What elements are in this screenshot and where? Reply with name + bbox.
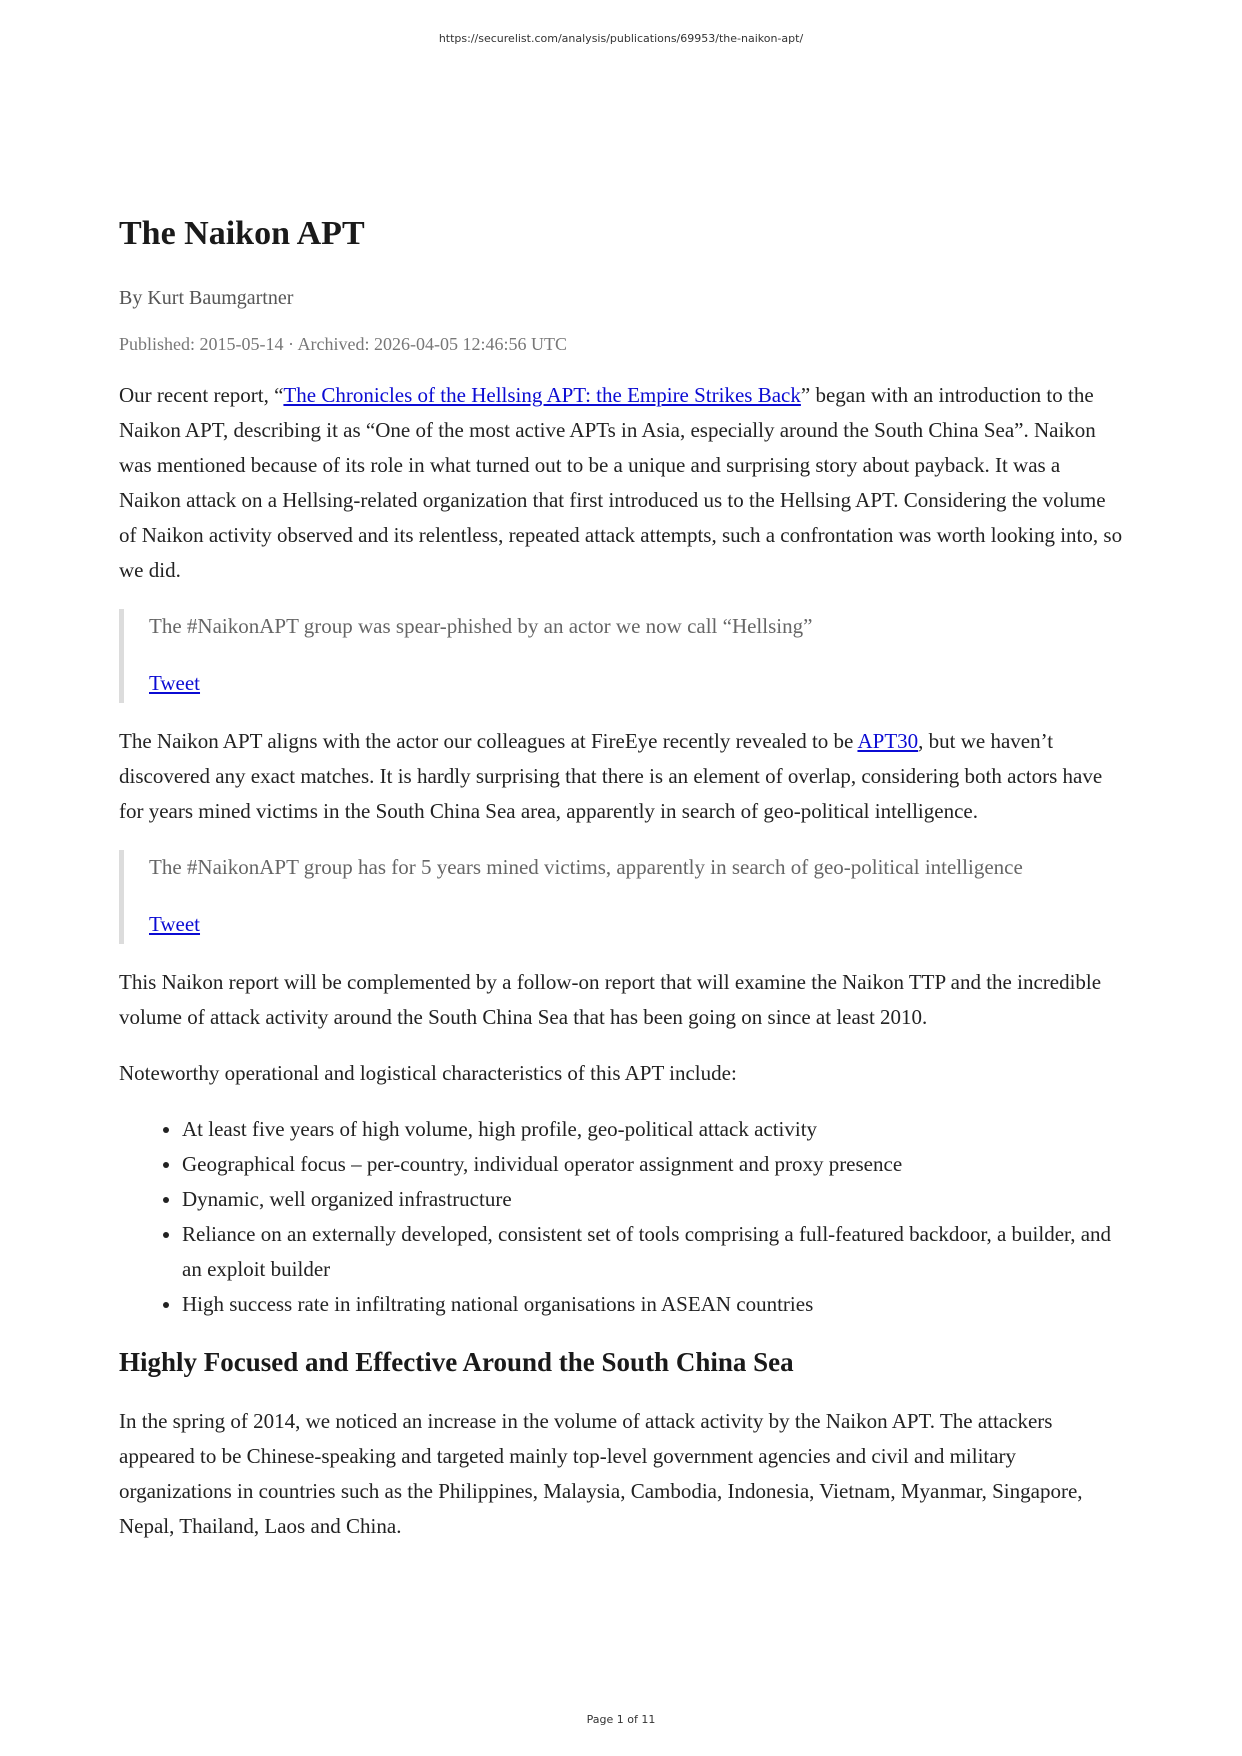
para2-text-after: , but we haven’t discovered any exact matches. It is hardly surprising that there is an element of overlap, considering both actors have for years mined victims in the South China Sea area, apparently in search of geo-political intelligence. <box>119 729 1103 823</box>
byline: By Kurt Baumgartner <box>119 287 294 309</box>
publish-meta: Published: 2015-05-14 · Archived: 2026-04-05 12:46:56 UTC <box>119 334 567 354</box>
intro-text-after: ” began with an introduction to the Naikon APT, describing it as “One of the most active APTs in Asia, especially around the South China Sea”. Naikon was mentioned because of its role in what turned out to be a unique and surprising story about payback. It was a Naikon attack on a Hellsing-related organization that first introduced us to the Hellsing APT. Considering the volume of Naikon activity observed and its relentless, repeated attack attempts, such a confrontation was worth looking into, so we did. <box>119 383 1123 582</box>
section-heading: Highly Focused and Effective Around the South China Sea <box>119 1347 794 1377</box>
list-item: • Dynamic, well organized infrastructure <box>182 1182 1125 1217</box>
hellsing-report-link[interactable]: The Chronicles of the Hellsing APT: the Empire Strikes Back <box>283 383 801 407</box>
tweet-link-1[interactable]: Tweet <box>149 671 201 695</box>
page-number: Page 1 of 11 <box>586 1713 656 1726</box>
para2-text-before: The Naikon APT aligns with the actor our colleagues at FireEye recently revealed to be <box>119 729 858 753</box>
tweet-link-2[interactable]: Tweet <box>149 912 201 936</box>
list-item: • Geographical focus – per-country, individual operator assignment and proxy presence <box>182 1147 1125 1182</box>
article <box>119 212 1125 1565</box>
characteristics-intro: Noteworthy operational and logistical characteristics of this APT include: <box>119 1061 737 1085</box>
follow-on-paragraph: This Naikon report will be complemented by a follow-on report that will examine the Naikon TTP and the incredible volume of attack activity around the South China Sea that has been going on since at least 2010. <box>119 970 1102 1029</box>
apt30-link[interactable]: APT30 <box>857 729 919 753</box>
apt30-paragraph <box>119 724 1125 829</box>
characteristics-list <box>119 1112 1125 1322</box>
list-item: • At least five years of high volume, high profile, geo-political attack activity <box>182 1112 1125 1147</box>
intro-paragraph <box>119 378 1125 588</box>
list-item: • High success rate in infiltrating national organisations in ASEAN countries <box>182 1287 1125 1322</box>
intro-text-before: Our recent report, “ <box>119 383 284 407</box>
tweet-quote-1 <box>119 609 1125 703</box>
quote-text-1: The #NaikonAPT group was spear-phished by an actor we now call “Hellsing” <box>149 614 813 638</box>
list-item: • Reliance on an externally developed, consistent set of tools comprising a full-featured backdoor, a builder, and an exploit builder <box>182 1217 1125 1287</box>
page-url: https://securelist.com/analysis/publications/69953/the-naikon-apt/ <box>438 32 804 45</box>
article-title: The Naikon APT <box>119 215 365 252</box>
spring-2014-paragraph: In the spring of 2014, we noticed an increase in the volume of attack activity by the Naikon APT. The attackers appeared to be Chinese-speaking and targeted mainly top-level government agencies and civil and military organizations in countries such as the Philippines, Malaysia, Cambodia, Indonesia, Vietnam, Myanmar, Singapore, Nepal, Thailand, Laos and China. <box>119 1409 1083 1538</box>
quote-text-2: The #NaikonAPT group has for 5 years mined victims, apparently in search of geo-political intelligence <box>149 855 1023 879</box>
tweet-quote-2 <box>119 850 1125 944</box>
